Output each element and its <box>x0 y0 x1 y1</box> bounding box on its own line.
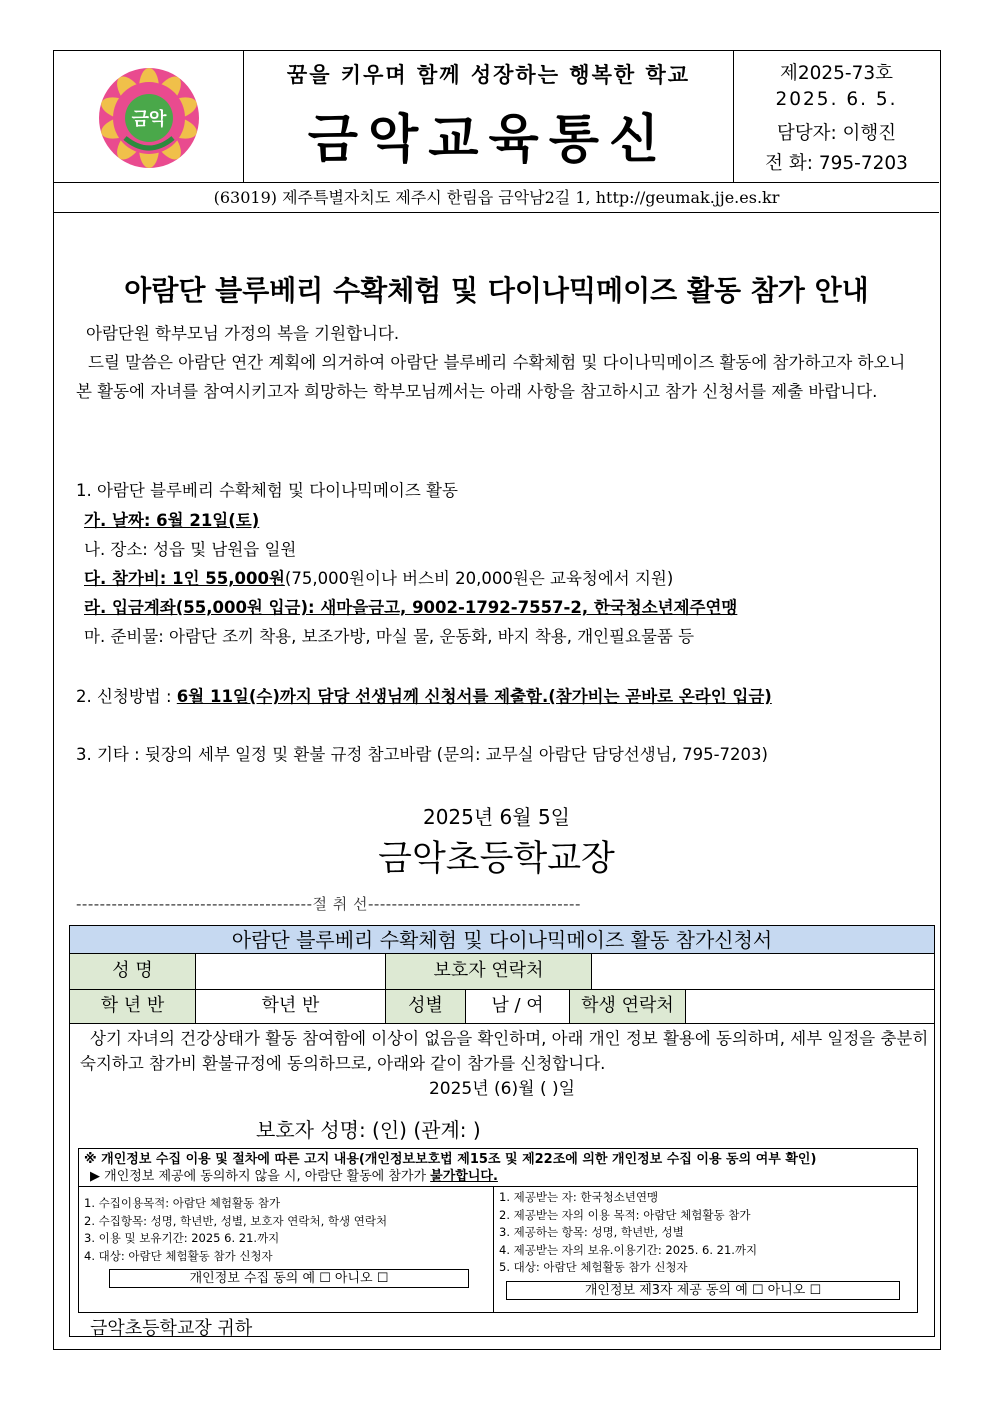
school-logo-cell <box>54 51 244 183</box>
newsletter-header <box>54 51 939 183</box>
notice-date: 2025년 6월 5일 <box>422 805 571 829</box>
third-party-item: 1. 제공받는 자: 한국청소년연맹 <box>499 1190 659 1204</box>
privacy-header-line1: ※ 개인정보 수집 이용 및 절차에 따른 고지 내용(개인정보보호법 제15조 및 제22조에 의한 개인정보 수집 이용 동의 여부 확인) <box>84 1152 817 1167</box>
school-address: (63019) 제주특별자치도 제주시 한림읍 금악남2길 1, http://geumak.jje.es.kr <box>54 183 939 213</box>
privacy-warning-emphasis: 불가합니다. <box>430 1169 498 1184</box>
activity-place: 나. 장소: 성읍 및 남원읍 일원 <box>84 540 297 559</box>
guardian-contact-label: 보호자 연락처 <box>386 954 592 990</box>
privacy-header-line2 <box>84 1168 912 1185</box>
privacy-collection <box>79 1187 494 1312</box>
school-motto: 꿈을 키우며 함께 성장하는 행복한 학교 <box>286 62 691 87</box>
name-label: 성 명 <box>70 954 196 990</box>
school-emblem-icon <box>94 63 204 173</box>
third-party-consent-checkbox[interactable]: 개인정보 제3자 제공 동의 예 ☐ 아니오 ☐ <box>506 1281 900 1300</box>
guardian-signature[interactable]: 보호자 성명: (인) (관계: ) <box>256 1118 481 1142</box>
logo-text: 금악 <box>131 109 167 130</box>
greeting: 아람단원 학부모님 가정의 복을 기원합니다. <box>86 324 400 343</box>
third-party-item: 2. 제공받는 자의 이용 목적: 아람단 체험활동 참가 <box>499 1207 751 1222</box>
grade-field[interactable]: 학년 반 <box>196 990 386 1024</box>
form-title: 아람단 블루베리 수확체험 및 다이나믹메이즈 활동 참가신청서 <box>70 926 934 954</box>
newsletter-sheet <box>53 50 941 1350</box>
deposit-account: 라. 입금계좌(55,000원 입금): 새마을금고, 9002-1792-7557-2, 한국청소년제주연맹 <box>84 598 738 617</box>
privacy-warning: ▶ 개인정보 제공에 동의하지 않을 시, 아람단 활동에 참가가 <box>90 1169 431 1184</box>
privacy-notice <box>78 1148 918 1313</box>
issue-info-cell <box>734 51 939 183</box>
collection-item: 4. 대상: 아람단 체험활동 참가 신청자 <box>84 1248 273 1263</box>
collection-item: 3. 이용 및 보유기간: 2025 6. 21.까지 <box>84 1231 280 1245</box>
activity-fee: 다. 참가비: 1인 55,000원 <box>84 569 285 588</box>
student-contact-label: 학생 연락처 <box>570 990 686 1024</box>
title-cell <box>244 51 734 183</box>
application-form <box>69 925 935 1337</box>
student-contact-field[interactable] <box>686 990 934 1024</box>
intro-paragraph: 드릴 말씀은 아람단 연간 계획에 의거하여 아람단 블루베리 수확체험 및 다이나믹메이즈 활동에 참가하고자 하오니 본 활동에 자녀를 참여시키고자 희망하는 학부모님께서는 아래 사항을 참고하시고 참가 신청서를 제출 바랍니다. <box>76 353 906 401</box>
section2-label: 2. 신청방법 : <box>76 687 177 706</box>
collection-item: 1. 수집이용목적: 아람단 체험활동 참가 <box>84 1196 281 1210</box>
privacy-third-party <box>494 1187 917 1312</box>
issue-number: 제2025-73호 <box>779 63 894 84</box>
grade-label: 학 년 반 <box>70 990 196 1024</box>
activity-fee-line <box>84 565 673 589</box>
form-addressee: 금악초등학교장 귀하 <box>90 1318 253 1339</box>
guardian-contact-field[interactable] <box>592 954 934 990</box>
issue-date: 2025. 6. 5. <box>775 89 898 110</box>
collection-consent-checkbox[interactable]: 개인정보 수집 동의 예 ☐ 아니오 ☐ <box>109 1269 469 1288</box>
contact-person: 담당자: 이행진 <box>776 123 897 144</box>
notice-title: 아람단 블루베리 수확체험 및 다이나믹메이즈 활동 참가 안내 <box>124 274 869 307</box>
section3: 3. 기타 : 뒷장의 세부 일정 및 환불 규정 참고바람 (문의: 교무실 아람단 담당선생님, 795-7203) <box>76 745 768 764</box>
application-date[interactable]: 2025년 (6)월 ( )일 <box>428 1079 576 1099</box>
agreement-text: 상기 자녀의 건강상태가 활동 참여함에 이상이 없음을 확인하며, 아래 개인 정보 활용에 동의하며, 세부 일정을 충분히 숙지하고 참가비 환불규정에 동의하므로, 아래와 같이 참가를 신청합니다. <box>80 1029 929 1073</box>
gender-label: 성별 <box>386 990 466 1024</box>
privacy-header <box>79 1149 917 1187</box>
supplies: 마. 준비물: 아람단 조끼 착용, 보조가방, 마실 물, 운동화, 바지 착용, 개인필요물품 등 <box>84 627 695 646</box>
third-party-item: 4. 제공받는 자의 보유.이용기간: 2025. 6. 21.까지 <box>499 1242 758 1257</box>
section2 <box>76 683 772 707</box>
newsletter-title: 금악교육통신 <box>307 110 670 170</box>
third-party-item: 5. 대상: 아람단 체험활동 참가 신청자 <box>499 1260 688 1274</box>
cut-line: ----------------------------------------절 취 선------------------------------------ <box>76 895 581 913</box>
activity-date: 가. 날짜: 6월 21일(토) <box>84 511 260 530</box>
gender-field[interactable]: 남 / 여 <box>466 990 570 1024</box>
name-field[interactable] <box>196 954 386 990</box>
third-party-item: 3. 제공하는 항목: 성명, 학년반, 성별 <box>499 1225 684 1239</box>
section1-title: 1. 아람단 블루베리 수확체험 및 다이나믹메이즈 활동 <box>76 481 458 500</box>
collection-item: 2. 수집항목: 성명, 학년반, 성별, 보호자 연락처, 학생 연락처 <box>84 1213 388 1228</box>
principal-name: 금악초등학교장 <box>378 839 615 879</box>
contact-phone: 전 화: 795-7203 <box>765 153 908 174</box>
activity-fee-note: (75,000원이나 버스비 20,000원은 교육청에서 지원) <box>284 569 674 588</box>
section2-text: 6월 11일(수)까지 담당 선생님께 신청서를 제출함.(참가비는 곧바로 온라인 입금) <box>176 687 772 706</box>
